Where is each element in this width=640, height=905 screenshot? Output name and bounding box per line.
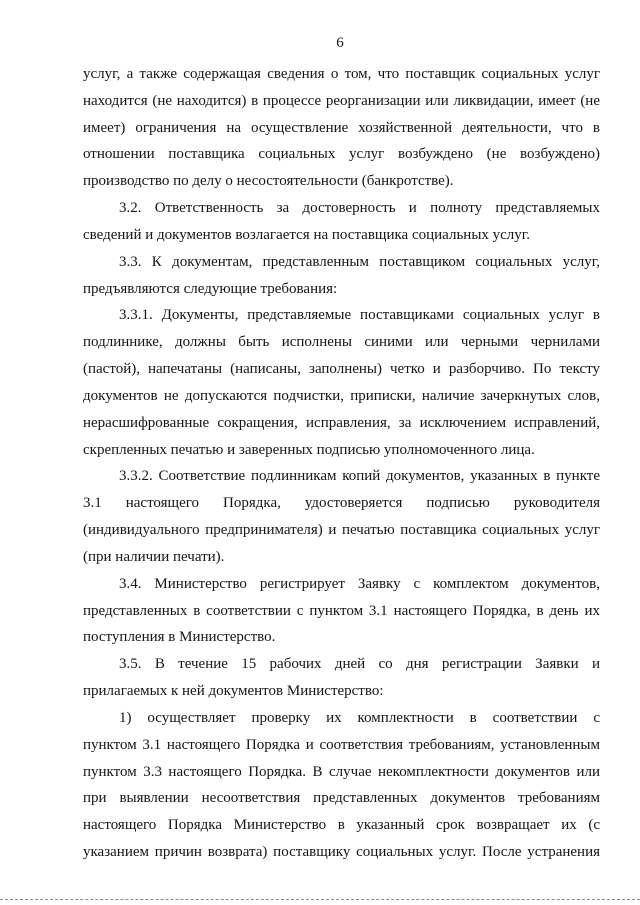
paragraph-3-3-2 (83, 463, 600, 570)
text-line: предъявляются следующие требования: (83, 280, 338, 297)
text-line: находится (не находится) в процессе реорганизации или ликвидации, имеет (не (83, 92, 600, 109)
page-number: 6 (336, 35, 344, 51)
text-line: документов не допускаются подчистки, приписки, наличие зачеркнутых слов, (83, 387, 600, 404)
text-line: прилагаемых к ней документов Министерство: (83, 683, 384, 700)
list-item-1 (83, 705, 600, 866)
paragraph-3-3-1 (83, 302, 600, 463)
document-body (83, 61, 600, 866)
paragraph-3-3 (83, 249, 600, 303)
text-line: 3.2. Ответственность за достоверность и полноту представляемых (119, 200, 600, 217)
text-line: 3.3.1. Документы, представляемые поставщиками социальных услуг в (119, 307, 600, 324)
text-line: поступления в Министерство. (83, 629, 276, 646)
text-line: имеет) ограничения на осуществление хозяйственной деятельности, что в (83, 119, 600, 136)
text-line: сведений и документов возлагается на поставщика социальных услуг. (83, 226, 531, 243)
text-line: нерасшифрованные сокращения, исправления, за исключением исправлений, (83, 414, 600, 431)
text-line: пунктом 3.3 настоящего Порядка. В случае некомплектности документов или (83, 763, 600, 780)
text-line: скрепленных печатью и заверенных подписью уполномоченного лица. (83, 441, 535, 458)
text-line: пунктом 3.1 настоящего Порядка и соответствия требованиям, установленным (83, 736, 600, 753)
text-line: 3.3. К документам, представленным поставщиком социальных услуг, (119, 253, 600, 270)
text-line: 3.4. Министерство регистрирует Заявку с комплектом документов, (119, 575, 600, 592)
scan-edge-divider (0, 899, 640, 900)
text-line: производство по делу о несостоятельности (банкротстве). (83, 173, 454, 190)
text-line: (индивидуального предпринимателя) и печатью поставщика социальных услуг (83, 522, 600, 539)
text-line: услуг, а также содержащая сведения о том, что поставщик социальных услуг (83, 66, 600, 82)
paragraph-3-2 (83, 195, 600, 249)
text-line: отношении поставщика социальных услуг возбуждено (не возбуждено) (83, 146, 600, 163)
text-line: подлиннике, должны быть исполнены синими или черными чернилами (83, 334, 600, 351)
text-line: (при наличии печати). (83, 548, 225, 565)
text-line: настоящего Порядка Министерство в указанный срок возвращает их (с (83, 817, 600, 834)
paragraph-continuation (83, 61, 600, 195)
text-line: 3.1 настоящего Порядка, удостоверяется подписью руководителя (83, 495, 600, 512)
text-line: (пастой), напечатаны (написаны, заполнены) четко и разборчиво. По тексту (83, 361, 600, 378)
paragraph-3-5 (83, 651, 600, 705)
paragraph-3-4 (83, 571, 600, 651)
text-line: указанием причин возврата) поставщику социальных услуг. После устранения (83, 844, 600, 861)
text-line: представленных в соответствии с пунктом 3.1 настоящего Порядка, в день их (83, 602, 600, 619)
text-line: 3.5. В течение 15 рабочих дней со дня регистрации Заявки и (119, 656, 600, 673)
text-line: при выявлении несоответствия представленных документов требованиям (83, 790, 600, 807)
text-line: 1) осуществляет проверку их комплектности в соответствии с (119, 709, 600, 726)
text-line: 3.3.2. Соответствие подлинникам копий документов, указанных в пункте (119, 468, 600, 485)
